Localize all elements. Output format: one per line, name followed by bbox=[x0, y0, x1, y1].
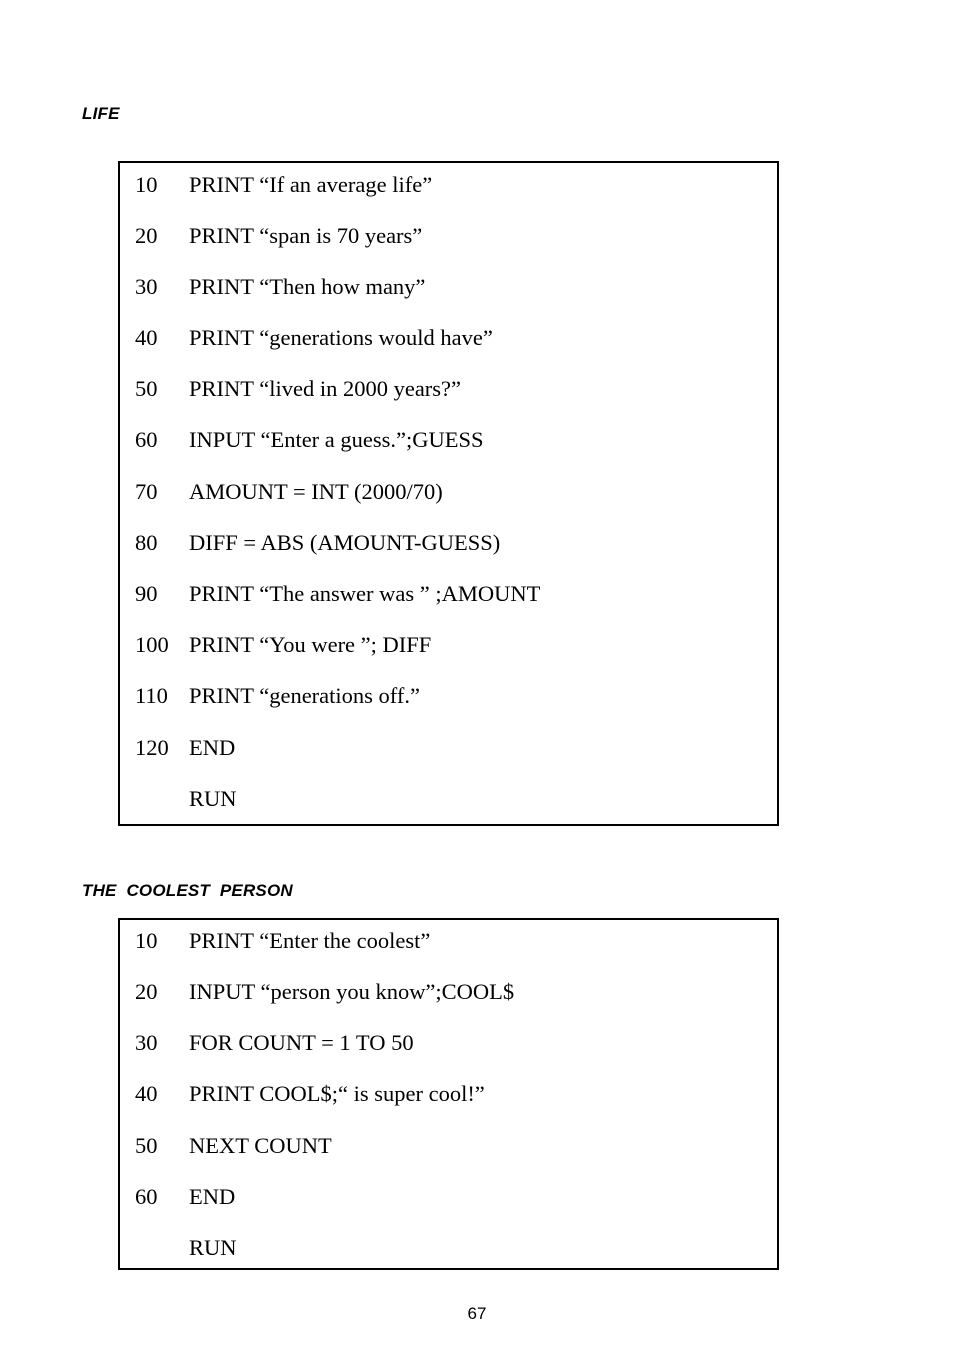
code-listing-coolest-person bbox=[118, 918, 779, 1270]
code-line bbox=[135, 425, 484, 455]
line-statement: AMOUNT = INT (2000/70) bbox=[189, 479, 443, 504]
line-statement: END bbox=[189, 735, 236, 760]
line-number: 110 bbox=[135, 683, 168, 708]
line-statement: END bbox=[189, 1184, 236, 1209]
line-statement: PRINT “lived in 2000 years?” bbox=[189, 376, 462, 401]
code-line bbox=[135, 733, 235, 763]
line-number: 50 bbox=[135, 376, 158, 401]
line-number: 50 bbox=[135, 1133, 158, 1158]
line-statement: INPUT “person you know”;COOL$ bbox=[189, 979, 515, 1004]
line-number: 30 bbox=[135, 274, 158, 299]
code-line bbox=[135, 681, 420, 711]
line-statement: PRINT “generations would have” bbox=[189, 325, 493, 350]
line-statement: PRINT “Then how many” bbox=[189, 274, 426, 299]
code-line bbox=[135, 1028, 414, 1058]
code-line bbox=[135, 784, 237, 814]
line-statement: DIFF = ABS (AMOUNT-GUESS) bbox=[189, 530, 501, 555]
code-line bbox=[135, 170, 432, 200]
code-line bbox=[135, 272, 425, 302]
code-line bbox=[135, 1182, 235, 1212]
code-line bbox=[135, 221, 422, 251]
page-number: 67 bbox=[467, 1304, 487, 1323]
line-statement: FOR COUNT = 1 TO 50 bbox=[189, 1030, 414, 1055]
line-number: 70 bbox=[135, 479, 158, 504]
line-statement: RUN bbox=[189, 786, 237, 811]
code-line bbox=[135, 374, 461, 404]
line-number: 100 bbox=[135, 632, 169, 657]
line-statement: PRINT “The answer was ” ;AMOUNT bbox=[189, 581, 541, 606]
code-line bbox=[135, 1233, 237, 1263]
code-line bbox=[135, 630, 431, 660]
line-statement: PRINT “Enter the coolest” bbox=[189, 928, 431, 953]
line-statement: RUN bbox=[189, 1235, 237, 1260]
code-line bbox=[135, 926, 430, 956]
line-number: 30 bbox=[135, 1030, 158, 1055]
line-number: 60 bbox=[135, 1184, 158, 1209]
code-line bbox=[135, 977, 514, 1007]
line-number: 20 bbox=[135, 223, 158, 248]
line-number: 120 bbox=[135, 735, 169, 760]
code-line bbox=[135, 477, 443, 507]
line-number: 60 bbox=[135, 427, 158, 452]
line-statement: PRINT “generations off.” bbox=[189, 683, 420, 708]
line-number: 10 bbox=[135, 172, 158, 197]
line-number: 40 bbox=[135, 1081, 158, 1106]
line-statement: NEXT COUNT bbox=[189, 1133, 332, 1158]
code-line bbox=[135, 323, 493, 353]
line-statement: PRINT “span is 70 years” bbox=[189, 223, 423, 248]
line-statement: INPUT “Enter a guess.”;GUESS bbox=[189, 427, 484, 452]
code-line bbox=[135, 1131, 332, 1161]
code-line bbox=[135, 1079, 485, 1109]
line-statement: PRINT “You were ”; DIFF bbox=[189, 632, 432, 657]
line-number: 80 bbox=[135, 530, 158, 555]
line-number: 10 bbox=[135, 928, 158, 953]
line-number: 40 bbox=[135, 325, 158, 350]
code-listing-life bbox=[118, 161, 779, 826]
line-number: 90 bbox=[135, 581, 158, 606]
section-title-coolest-person: THE COOLEST PERSON bbox=[82, 881, 293, 900]
line-number: 20 bbox=[135, 979, 158, 1004]
code-line bbox=[135, 579, 540, 609]
section-title-life: LIFE bbox=[82, 104, 120, 123]
line-statement: PRINT “If an average life” bbox=[189, 172, 433, 197]
code-line bbox=[135, 528, 500, 558]
line-statement: PRINT COOL$;“ is super cool!” bbox=[189, 1081, 485, 1106]
